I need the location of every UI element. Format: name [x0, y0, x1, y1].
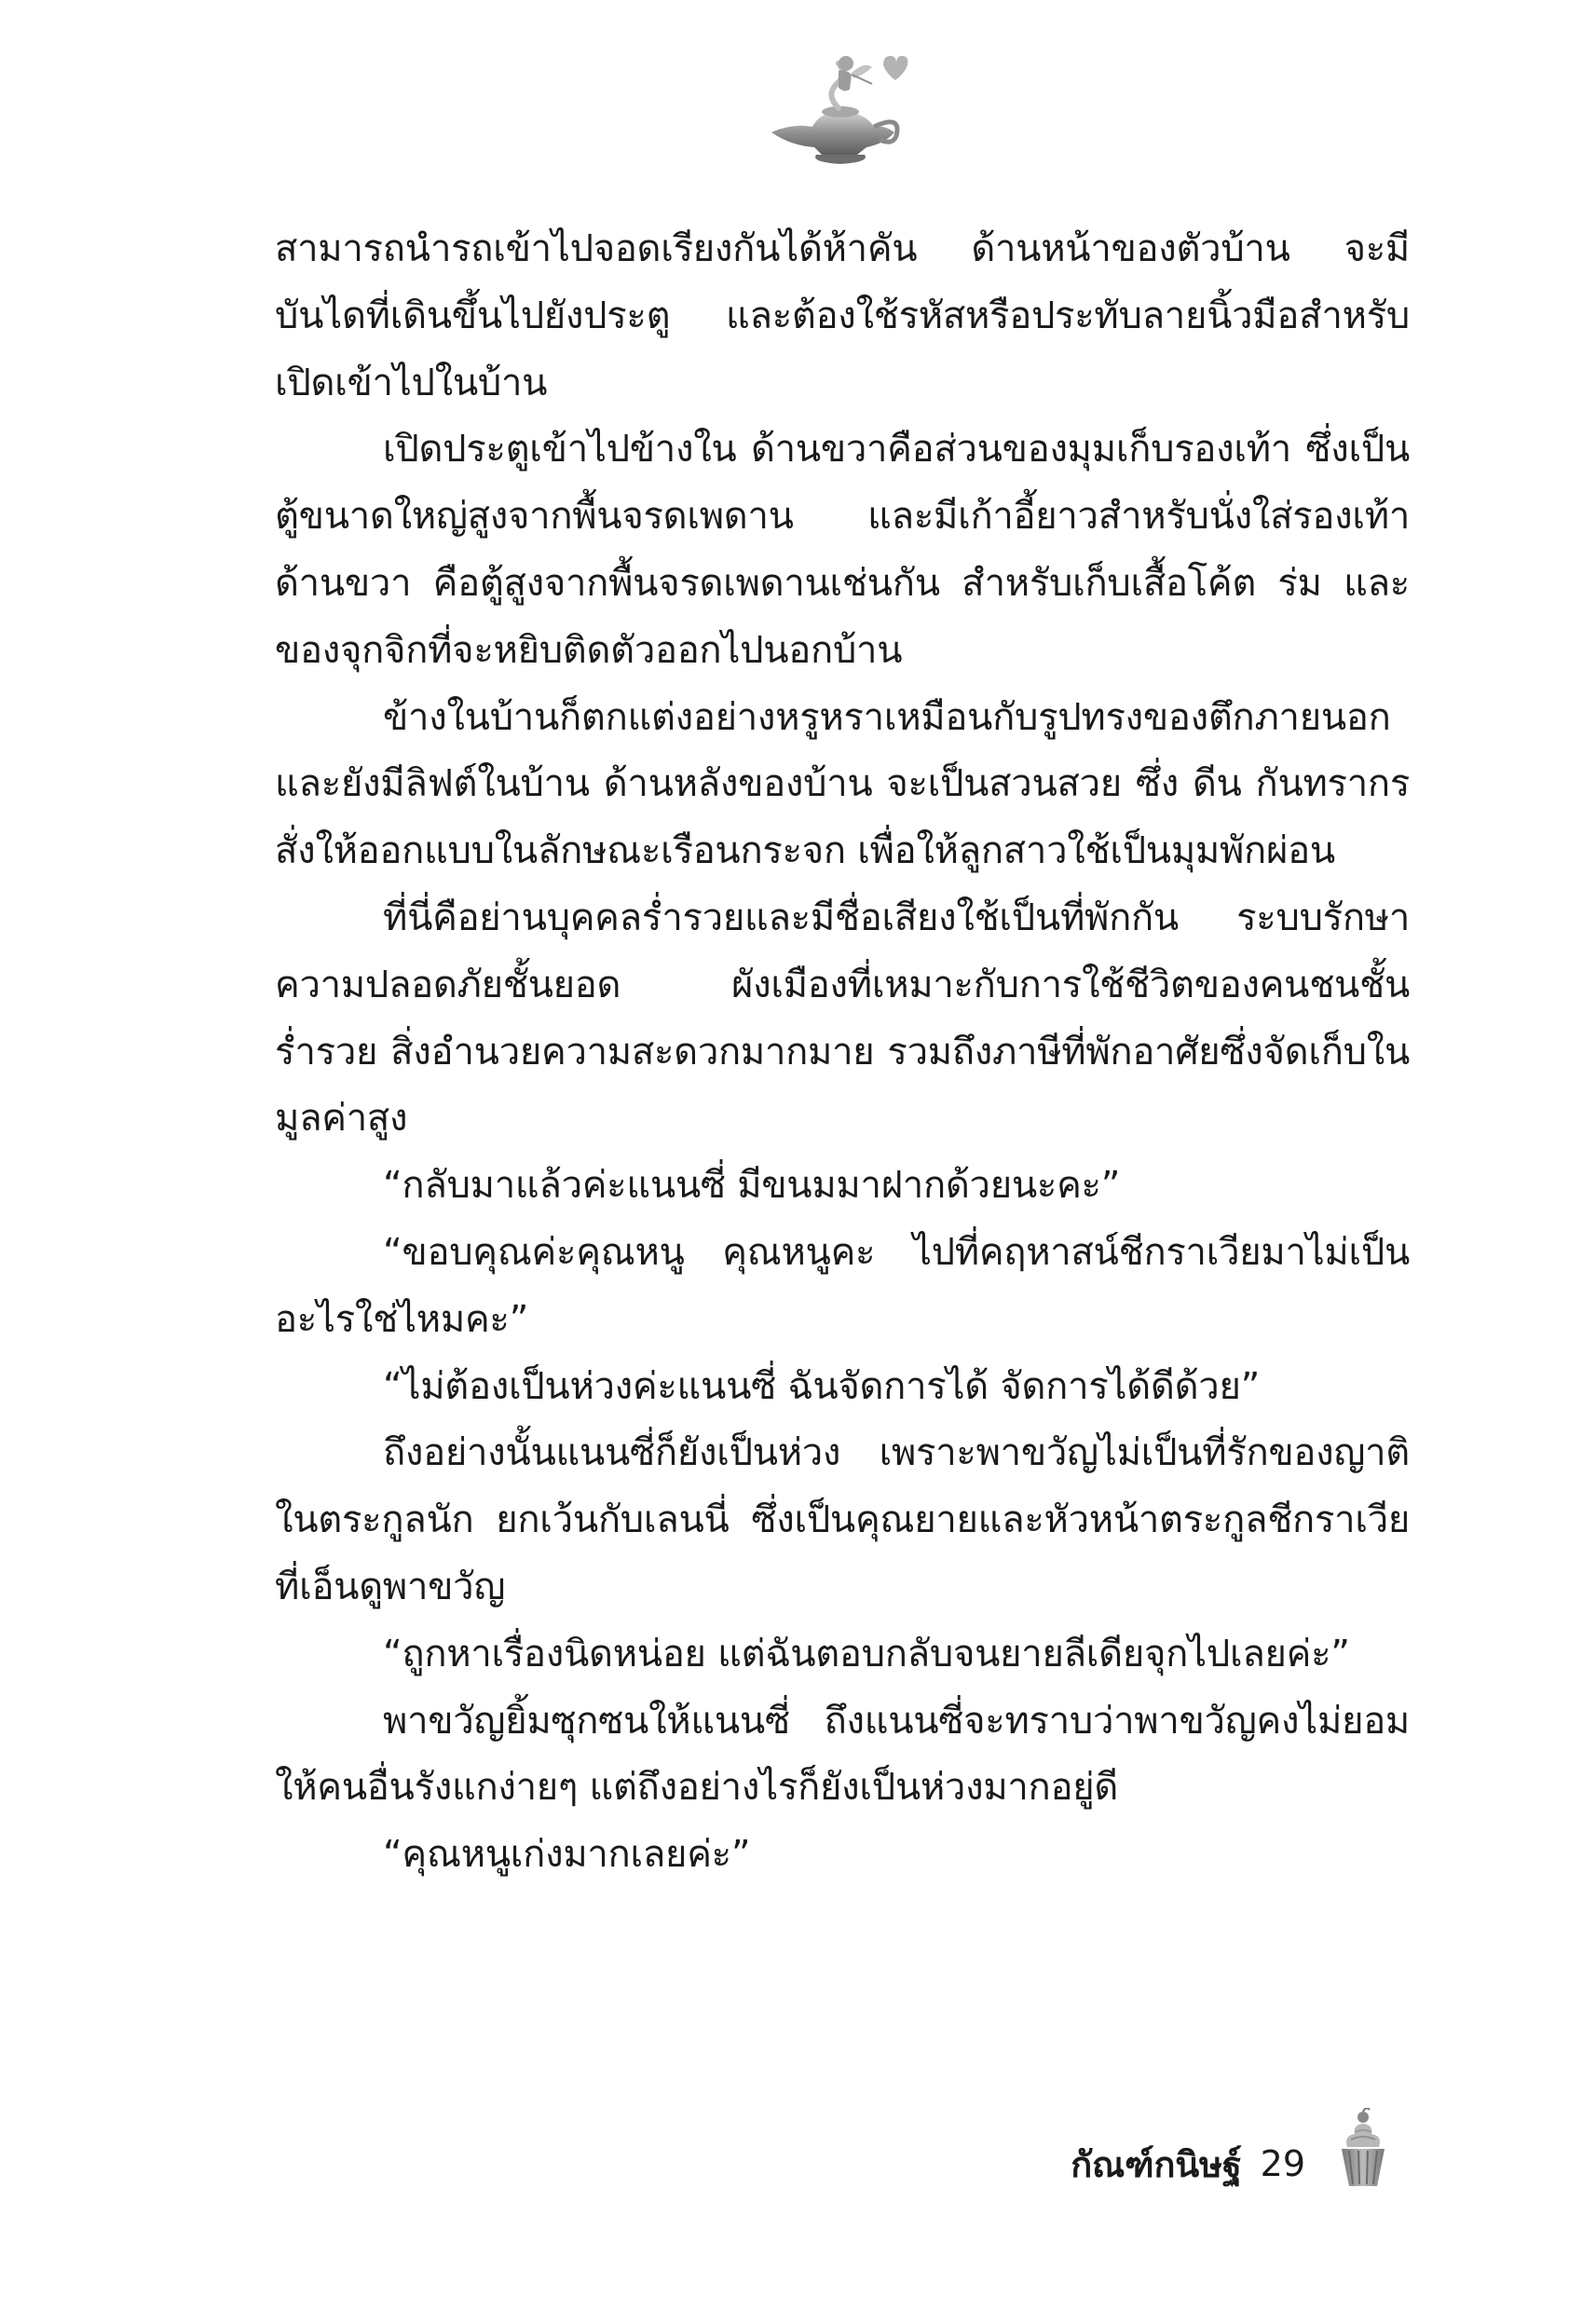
- author-name: กัณฑ์กนิษฐ์: [1071, 2143, 1242, 2185]
- paragraph: พาขวัญยิ้มซุกซนให้แนนซี่ ถึงแนนซี่จะทราบว่าพาขวัญคงไม่ยอมให้คนอื่นรังแกง่ายๆ แต่ถึงอย่างไรก็ยังเป็นห่วงมากอยู่ดี: [275, 1699, 1410, 1810]
- paragraph: ข้างในบ้านก็ตกแต่งอย่างหรูหราเหมือนกับรูปทรงของตึกภายนอก และยังมีลิฟต์ในบ้าน ด้านหลังของบ้าน จะเป็นสวนสวย ซึ่ง ดีน กันทรากร สั่งให้ออกแบบในลักษณะเรือนกระจก เพื่อให้ลูกสาวใช้เป็นมุมพักผ่อน: [275, 695, 1410, 873]
- paragraph: สามารถนำรถเข้าไปจอดเรียงกันได้ห้าคัน ด้านหน้าของตัวบ้าน จะมีบันไดที่เดินขึ้นไปยังประตู และต้องใช้รหัสหรือประทับลายนิ้วมือสำหรับเปิดเข้าไปในบ้าน: [275, 227, 1410, 404]
- dialogue-line: “ไม่ต้องเป็นห่วงค่ะแนนซี่ ฉันจัดการได้ จัดการได้ดีด้วย”: [383, 1364, 1261, 1408]
- paragraph: ถึงอย่างนั้นแนนซี่ก็ยังเป็นห่วง เพราะพาขวัญไม่เป็นที่รักของญาติในตระกูลนัก ยกเว้นกับเลนนี่ ซึ่งเป็นคุณยายและหัวหน้าตระกูลชีกราเวีย ที่เอ็นดูพาขวัญ: [275, 1431, 1410, 1608]
- dialogue-line: “ขอบคุณค่ะคุณหนู คุณหนูคะ ไปที่คฤหาสน์ชีกราเวียมาไม่เป็นอะไรใช่ไหมคะ”: [275, 1230, 1410, 1341]
- page-number: 29: [1260, 2143, 1305, 2184]
- cupcake-icon: [1334, 2108, 1392, 2190]
- dialogue-line: “คุณหนูเก่งมากเลยค่ะ”: [383, 1833, 751, 1877]
- magic-lamp-cupid-icon: [755, 47, 913, 168]
- body-text: [275, 216, 1410, 1889]
- dialogue-line: “ถูกหาเรื่องนิดหน่อย แต่ฉันตอบกลับจนยายลีเดียจุกไปเลยค่ะ”: [383, 1632, 1350, 1675]
- paragraph: เปิดประตูเข้าไปข้างใน ด้านขวาคือส่วนของมุมเก็บรองเท้า ซึ่งเป็นตู้ขนาดใหญ่สูงจากพื้นจรดเพดาน และมีเก้าอี้ยาวสำหรับนั่งใส่รองเท้าด้านขวา คือตู้สูงจากพื้นจรดเพดานเช่นกัน สำหรับเก็บเสื้อโค้ต ร่ม และของจุกจิกที่จะหยิบติดตัวออกไปนอกบ้าน: [275, 428, 1410, 672]
- page-footer: [1071, 2136, 1305, 2192]
- paragraph: ที่นี่คือย่านบุคคลร่ำรวยและมีชื่อเสียงใช้เป็นที่พักกัน ระบบรักษาความปลอดภัยชั้นยอด ผังเมืองที่เหมาะกับการใช้ชีวิตของคนชนชั้นร่ำรวย สิ่งอำนวยความสะดวกมากมาย รวมถึงภาษีที่พักอาศัยซึ่งจัดเก็บในมูลค่าสูง: [275, 896, 1410, 1141]
- dialogue-line: “กลับมาแล้วค่ะแนนซี่ มีขนมมาฝากด้วยนะคะ”: [383, 1164, 1121, 1208]
